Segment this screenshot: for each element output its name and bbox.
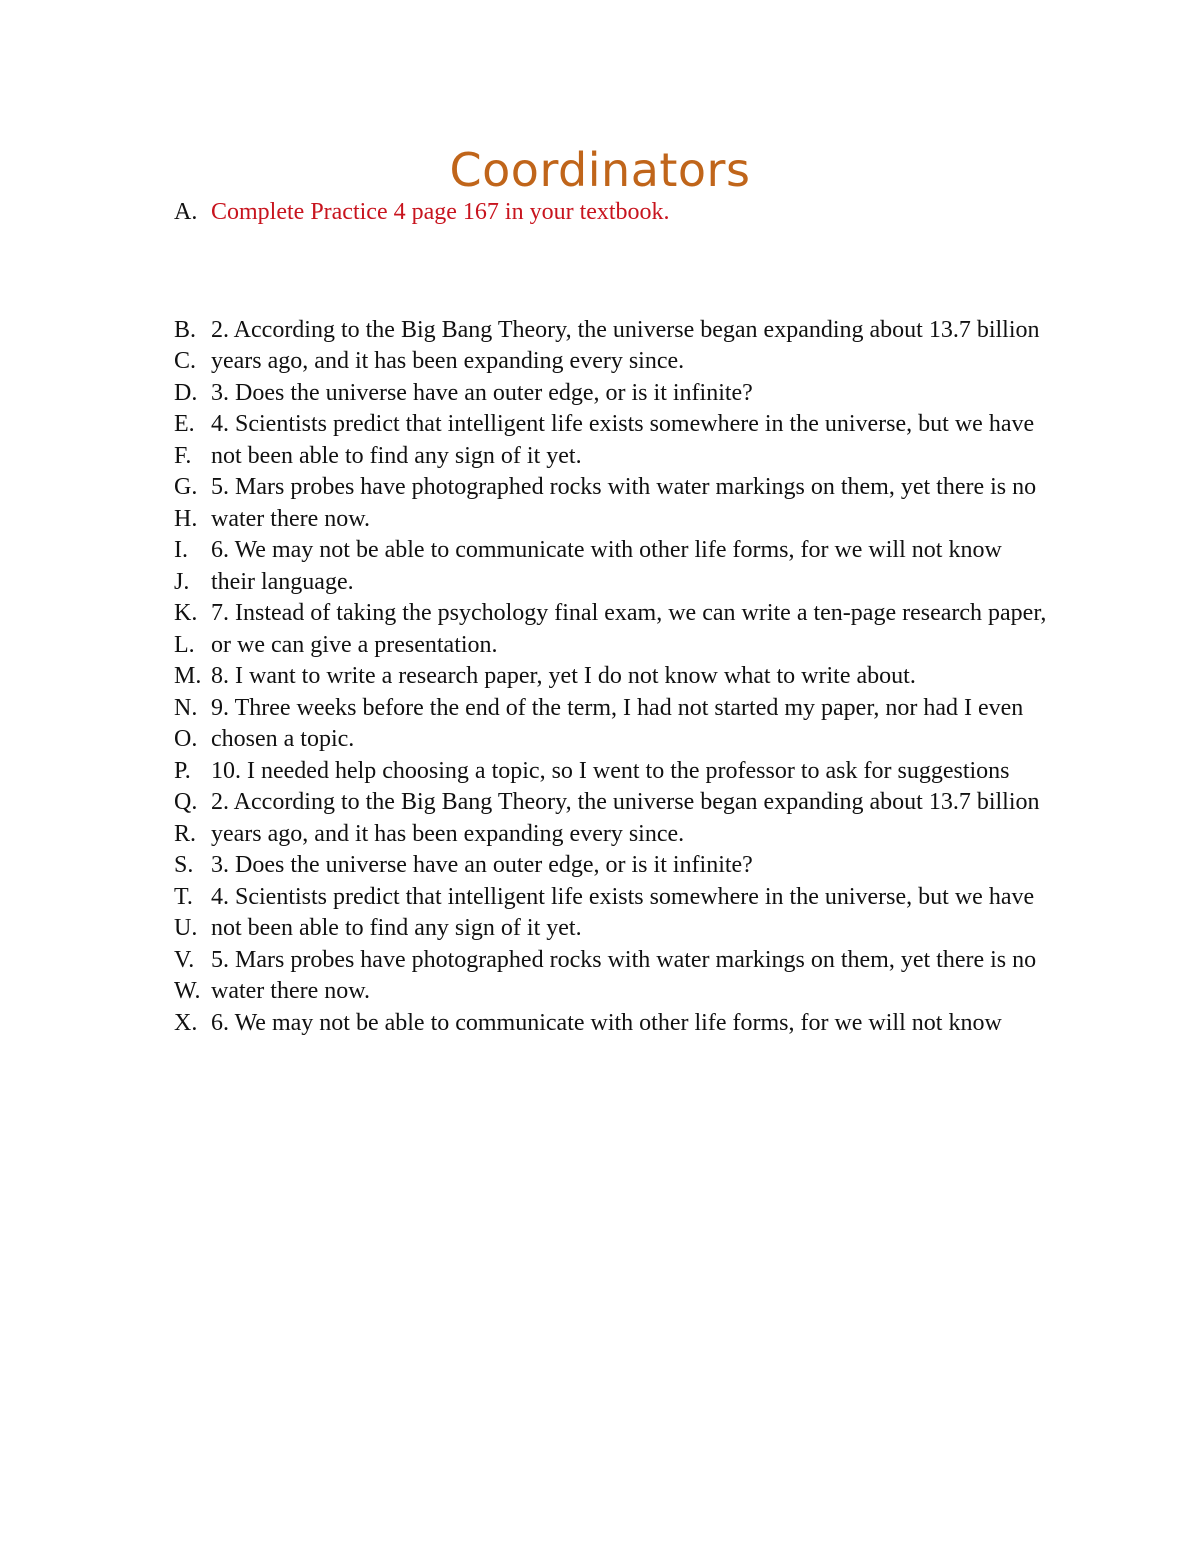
list-marker: C.: [174, 348, 197, 374]
instruction-text: Complete Practice 4 page 167 in your textbook.: [211, 199, 670, 225]
list-item: [174, 913, 1074, 945]
list-item-text: not been able to find any sign of it yet.: [211, 442, 582, 469]
list-item: [174, 535, 1074, 567]
list-item: [174, 315, 1074, 347]
list-marker: X.: [174, 1009, 198, 1036]
list-marker: T.: [174, 883, 193, 910]
list-marker: W.: [174, 978, 201, 1004]
list-item-text: not been able to find any sign of it yet.: [211, 915, 582, 941]
list-item-text: 6. We may not be able to communicate with other life forms, for we will not know: [211, 1009, 1002, 1036]
list-item: [174, 504, 1074, 536]
list-item-instruction: [174, 197, 1074, 229]
list-marker: N.: [174, 694, 198, 721]
list-item-text: 3. Does the universe have an outer edge, or is it infinite?: [211, 852, 753, 878]
list-item-text: 6. We may not be able to communicate with other life forms, for we will not know: [211, 537, 1002, 563]
page-title: Coordinators: [449, 143, 751, 197]
list-item: [174, 472, 1074, 504]
list-item-text: 4. Scientists predict that intelligent life exists somewhere in the universe, but we have: [211, 411, 1035, 437]
list-item: [174, 441, 1074, 473]
list-marker: E.: [174, 411, 195, 437]
list-item-text: 2. According to the Big Bang Theory, the universe began expanding about 13.7 billion: [211, 789, 1040, 815]
list-item-text: 7. Instead of taking the psychology final exam, we can write a ten-page research paper,: [211, 600, 1047, 626]
list-item-text: 5. Mars probes have photographed rocks with water markings on them, yet there is no: [211, 474, 1037, 500]
list-marker: U.: [174, 915, 198, 941]
list-item: [174, 850, 1074, 882]
list-item-text: 4. Scientists predict that intelligent life exists somewhere in the universe, but we have: [211, 883, 1035, 910]
list-item: [174, 1008, 1074, 1040]
list-item: [174, 976, 1074, 1008]
list-item: [174, 693, 1074, 725]
list-item: [174, 346, 1074, 378]
list-marker: I.: [174, 537, 188, 563]
list-item: [174, 567, 1074, 599]
blank-gap: [174, 229, 1074, 315]
list-item: [174, 882, 1074, 914]
list-marker: F.: [174, 442, 192, 469]
list-item-text: years ago, and it has been expanding every since.: [211, 820, 685, 847]
list-item: [174, 945, 1074, 977]
list-item-text: water there now.: [211, 505, 371, 532]
list-item: [174, 630, 1074, 662]
list-item: [174, 724, 1074, 756]
list-marker: R.: [174, 820, 197, 847]
list-item-text: years ago, and it has been expanding every since.: [211, 348, 685, 374]
list-marker: B.: [174, 316, 197, 343]
list-item: [174, 598, 1074, 630]
list-item: [174, 787, 1074, 819]
list-item-text: chosen a topic.: [211, 726, 355, 752]
list-marker: S.: [174, 852, 194, 878]
list-item-text: or we can give a presentation.: [211, 631, 498, 658]
list-marker: G.: [174, 474, 198, 500]
list-item: [174, 661, 1074, 693]
list-marker: J.: [174, 568, 190, 595]
list-item: [174, 819, 1074, 851]
list-item-text: 10. I needed help choosing a topic, so I went to the professor to ask for suggestions: [211, 757, 1010, 784]
list-marker: A.: [174, 199, 198, 225]
list-marker: M.: [174, 663, 202, 689]
list-marker: K.: [174, 600, 198, 626]
list-item-text: 8. I want to write a research paper, yet I do not know what to write about.: [211, 663, 916, 689]
list-marker: H.: [174, 505, 198, 532]
list-marker: V.: [174, 946, 195, 973]
list-marker: O.: [174, 726, 198, 752]
list-item: [174, 756, 1074, 788]
list-item-text: 2. According to the Big Bang Theory, the universe began expanding about 13.7 billion: [211, 316, 1040, 343]
list-item-text: 9. Three weeks before the end of the term, I had not started my paper, nor had I even: [211, 694, 1024, 721]
list-marker: D.: [174, 379, 198, 406]
list-marker: P.: [174, 757, 191, 784]
coordinator-list: [174, 197, 1074, 1039]
list-marker: L.: [174, 631, 195, 658]
list-item-text: 3. Does the universe have an outer edge, or is it infinite?: [211, 379, 753, 406]
list-item: [174, 409, 1074, 441]
list-item: [174, 378, 1074, 410]
list-item-text: water there now.: [211, 978, 371, 1004]
list-marker: Q.: [174, 789, 198, 815]
list-item-text: 5. Mars probes have photographed rocks with water markings on them, yet there is no: [211, 946, 1037, 973]
list-item-text: their language.: [211, 568, 354, 595]
